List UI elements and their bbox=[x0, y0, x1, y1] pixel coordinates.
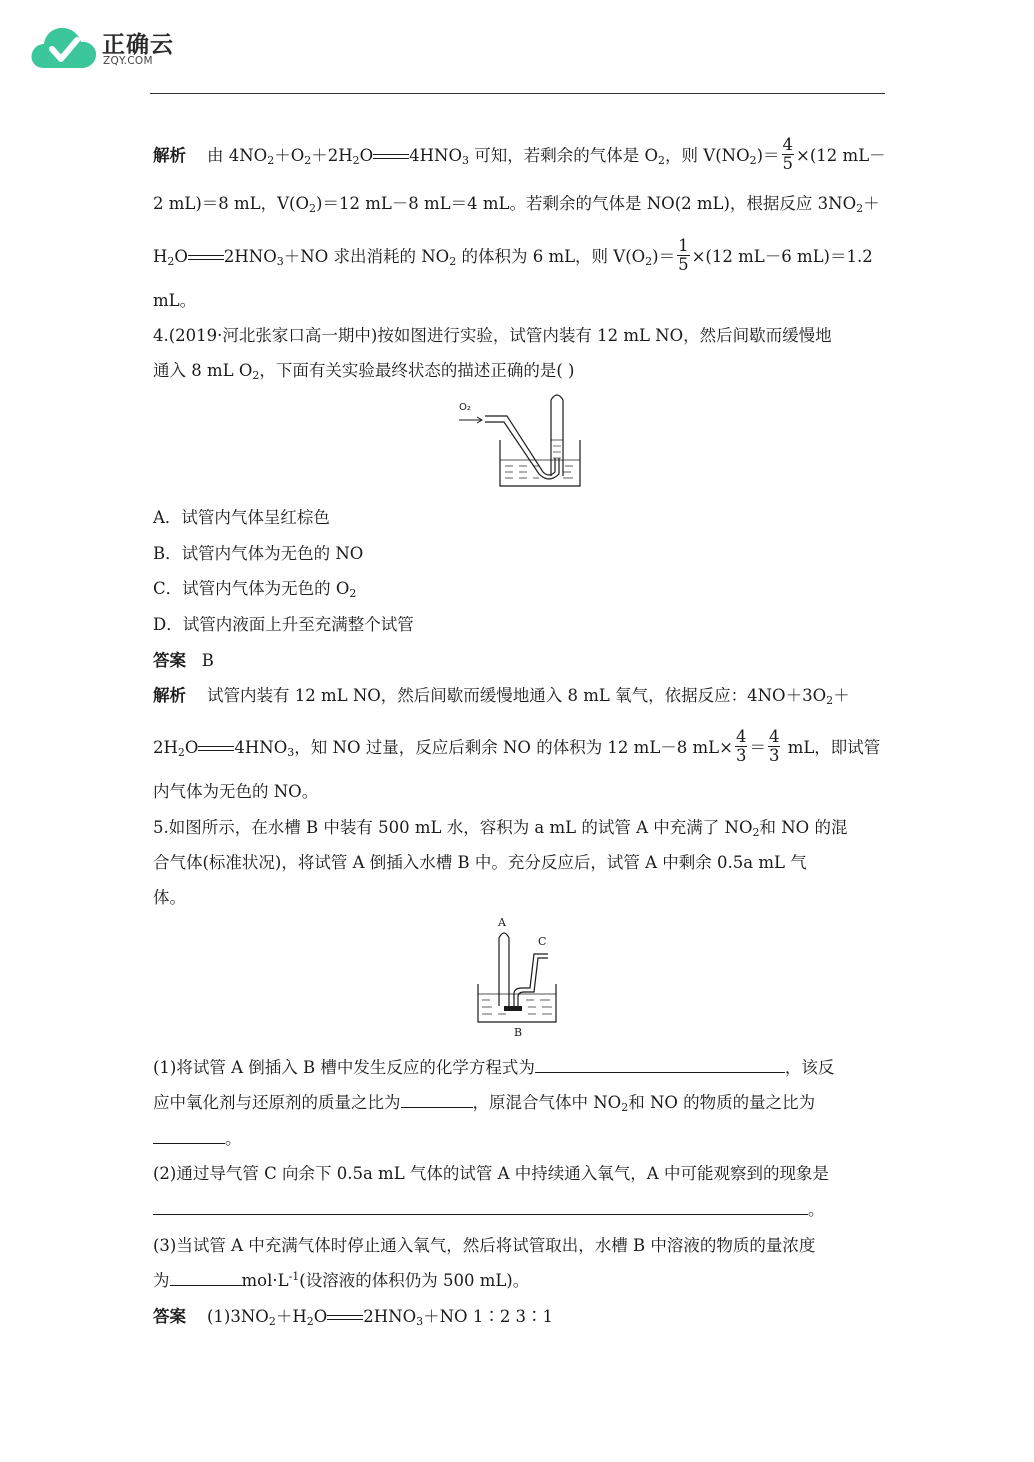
analysis-line-4: mL。 bbox=[153, 291, 197, 310]
analysis-4-line-3: 内气体为无色的 NO。 bbox=[153, 782, 319, 801]
label-a: A bbox=[498, 916, 506, 929]
test-tube bbox=[551, 395, 563, 476]
question-4-line-1: 4.(2019·河北张家口高一期中)按如图进行实验，试管内装有 12 mL NO，然后间歇而缓慢地 bbox=[153, 326, 832, 345]
question-5-line-2: 合气体(标准状况)，将试管 A 倒插入水槽 B 中。充分反应后，试管 A 中剩余 0.5a mL 气 bbox=[153, 853, 807, 872]
option-a: A．试管内气体呈红棕色 bbox=[153, 508, 330, 527]
logo-url: ZQY.COM bbox=[103, 55, 153, 67]
o2-label: O₂ bbox=[459, 402, 471, 413]
analysis-line-1: 解析 由 $4NO_2+O_2+2H_2O$ $4HNO_3$ 可知，若剩余的气体是 $O_2$，则 $V(NO_2)=$ $\frac{4}{5}$ ×(12 mL－ bbox=[153, 135, 886, 173]
analysis-line-2: 2 mL)＝8 mL，$V(O_2)=12$ mL－8 mL＝4 mL。若剩余的气体是 NO(2 mL)，根据反应 $3NO_2+$ bbox=[153, 194, 880, 215]
sub-question-2-line-1: (2)通过导气管 C 向余下 0.5a mL 气体的试管 A 中持续通入氧气，A 中可能观察到的现象是 bbox=[153, 1164, 829, 1183]
tube-a bbox=[499, 933, 509, 1006]
connector bbox=[504, 1006, 522, 1011]
question-4-line-2: 通入 8 mL $O_2$，下面有关实验最终状态的描述正确的是( ) bbox=[153, 361, 575, 382]
figure-no-o2-apparatus bbox=[455, 388, 585, 490]
label-b: B bbox=[514, 1026, 523, 1039]
question-5-line-1: 5.如图所示，在水槽 B 中装有 500 mL 水，容积为 a mL 的试管 A 中充满了 $NO_2$和 NO 的混 bbox=[153, 818, 848, 839]
zqy-logo bbox=[30, 22, 200, 74]
question-5-line-3: 体。 bbox=[153, 888, 186, 907]
logo-name: 正确云 bbox=[102, 32, 174, 58]
analysis-4-line-1: 解析 试管内装有 12 mL NO，然后间歇而缓慢地通入 8 mL 氧气，依据反应：$4NO+3O_2+$ bbox=[153, 686, 850, 707]
option-b: B．试管内气体为无色的 NO bbox=[153, 544, 364, 563]
sub-question-1-line-3: 。 bbox=[153, 1125, 242, 1149]
sub-question-3-line-2: 为 $mol\cdot L^{-1}$(设溶液的体积仍为 500 mL)。 bbox=[153, 1270, 530, 1290]
sub-question-2-line-2: 。 bbox=[153, 1196, 825, 1220]
analysis-4-line-2: $2H_2O$ $4HNO_3$，知 NO 过量，反应后剩余 NO 的体积为 12 mL－8 mL× $\frac{4}{3}$ ＝ $\frac{4}{3}$ mL，即试管 bbox=[153, 727, 881, 765]
sub-question-3-line-1: (3)当试管 A 中充满气体时停止通入氧气，然后将试管取出，水槽 B 中溶液的物质的量浓度 bbox=[153, 1236, 816, 1255]
label-c: C bbox=[538, 935, 547, 948]
beaker bbox=[500, 440, 580, 486]
fraction-4-5: $\frac{4}{5}$ bbox=[782, 135, 794, 173]
figure-trough-apparatus bbox=[474, 914, 562, 1040]
sub-question-1-line-2: 应中氧化剂与还原剂的质量之比为 ，原混合气体中 $NO_2$和 NO 的物质的量之比为 bbox=[153, 1093, 816, 1114]
cloud-check-icon bbox=[30, 22, 100, 74]
equals-sign-double bbox=[373, 152, 409, 162]
answer-4: 答案 B bbox=[153, 651, 214, 670]
analysis-line-3: $H_2O$ $2HNO_3+NO$ 求出消耗的 $NO_2$ 的体积为 6 mL，则 $V(O_2)=$ $\frac{1}{5}$ ×(12 mL－6 mL)＝1.2 bbox=[153, 236, 873, 274]
answer-5: 答案 $(1)3NO_2+H_2O$ $2HNO_3+NO$ 1∶2 3∶1 bbox=[153, 1307, 554, 1328]
option-d: D．试管内液面上升至充满整个试管 bbox=[153, 615, 414, 634]
inlet-tube-inner bbox=[485, 422, 559, 479]
option-c: C．试管内气体为无色的 $O_2$ bbox=[153, 579, 357, 600]
tube-c-outer bbox=[514, 954, 548, 1006]
fraction-4-3b: $\frac{4}{3}$ bbox=[768, 727, 780, 765]
header-divider bbox=[150, 93, 885, 94]
fraction-1-5: $\frac{1}{5}$ bbox=[678, 236, 689, 274]
fraction-4-3: $\frac{4}{3}$ bbox=[735, 727, 747, 765]
sub-question-1-line-1: (1)将试管 A 倒插入 B 槽中发生反应的化学方程式为 ，该反 bbox=[153, 1058, 835, 1077]
trough-b bbox=[478, 984, 556, 1022]
